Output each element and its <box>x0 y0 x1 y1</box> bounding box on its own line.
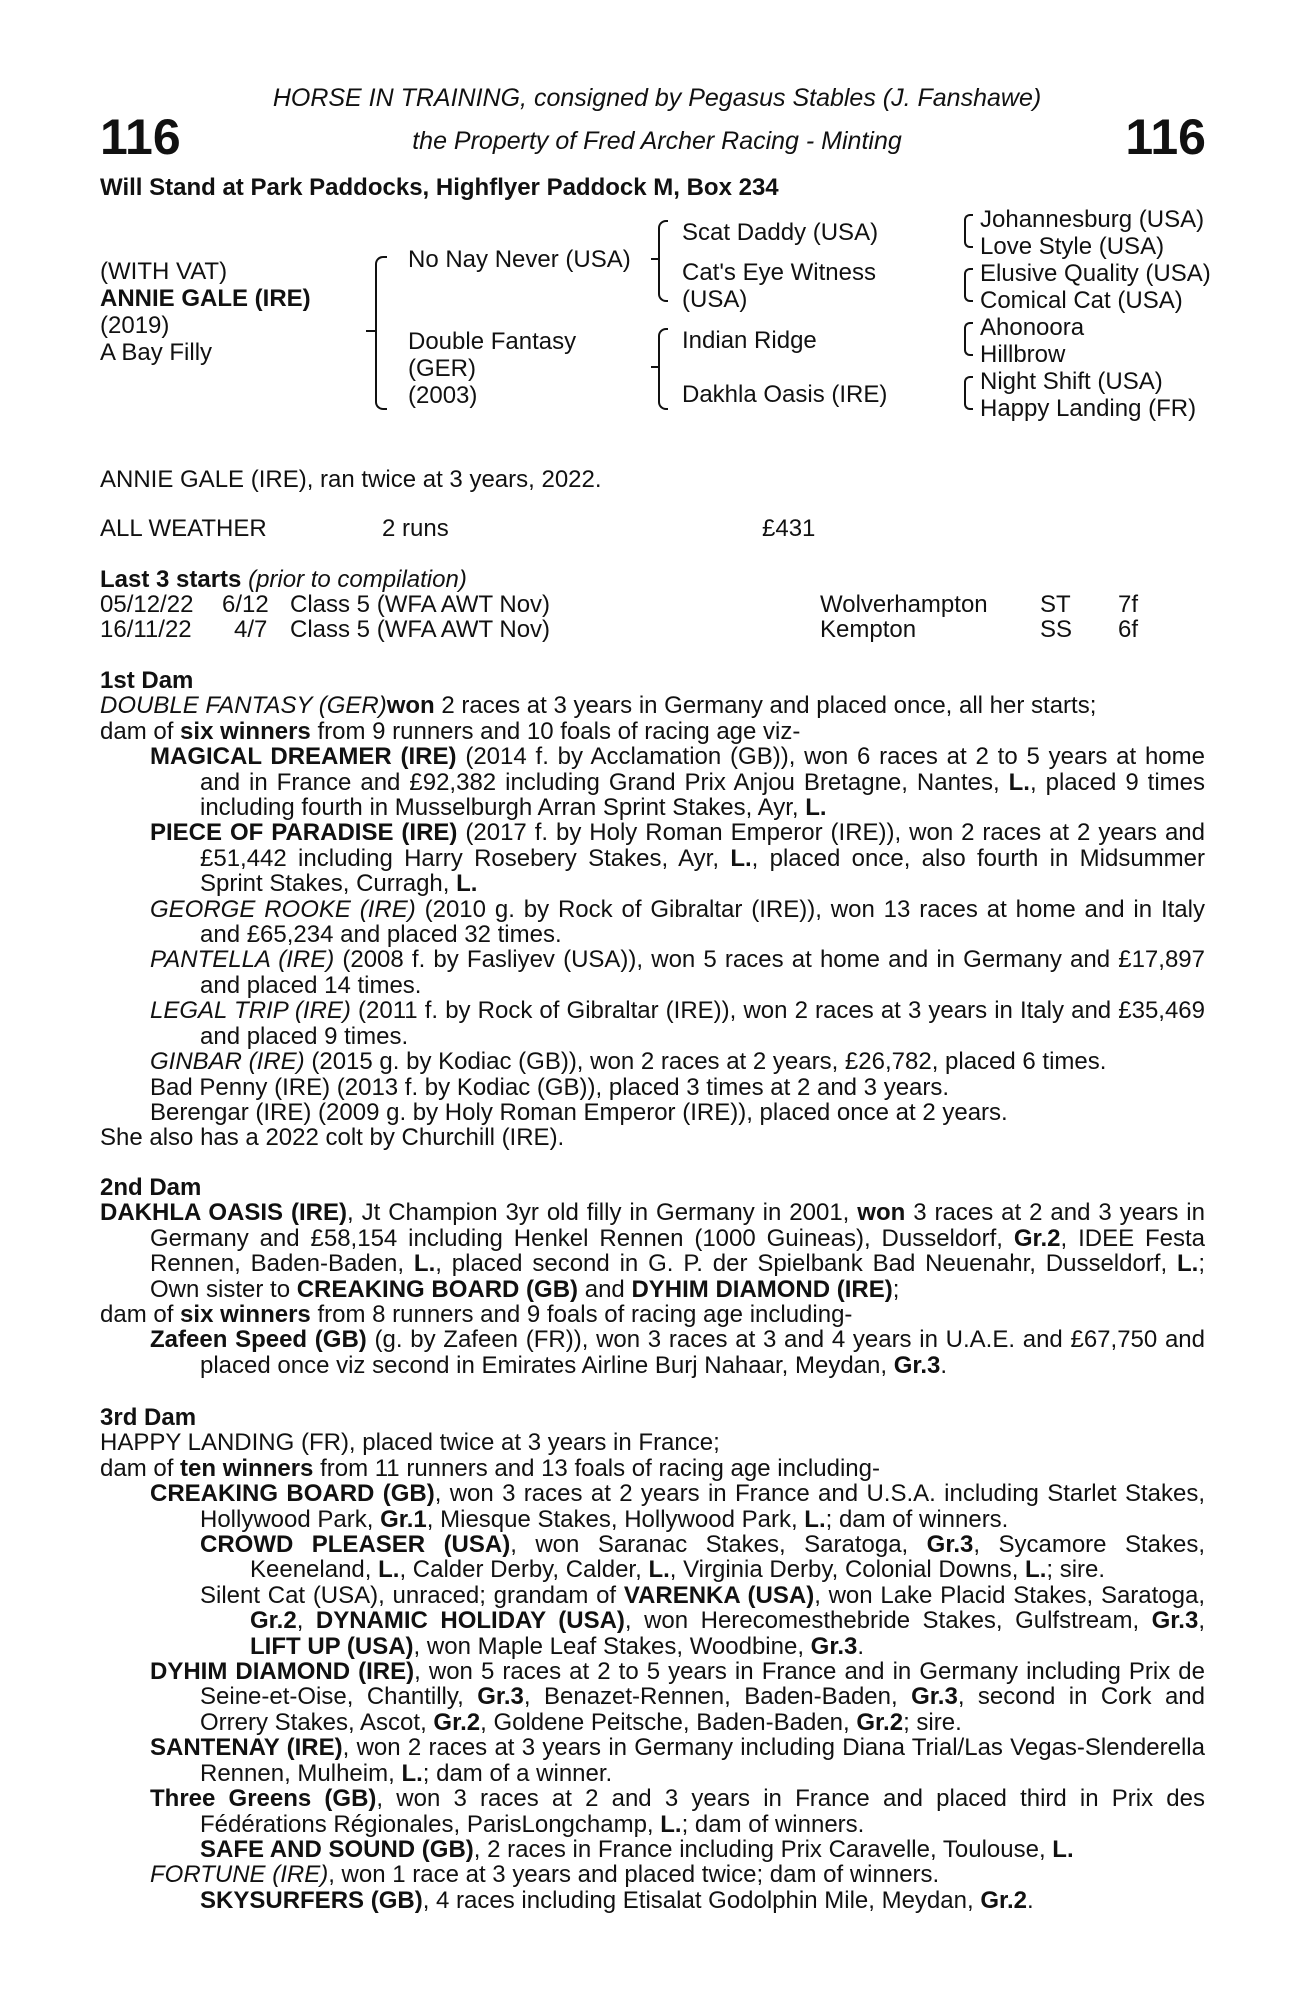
progeny-entry: CROWD PLEASER (USA), won Saranac Stakes, Saratoga, Gr.3, Sycamore Stakes, Keeneland, L., Calder Derby, Calder, L., Virginia Derby, Colonial Downs, L.; sire. <box>200 1531 1206 1584</box>
second-dam-produce: dam of six winners from 8 runners and 9 foals of racing age including- <box>100 1301 853 1329</box>
pedigree-brace-sire <box>658 220 668 302</box>
start-race: Class 5 (WFA AWT Nov) <box>290 591 551 618</box>
ped-sdd: Comical Cat (USA) <box>980 287 1183 314</box>
pedigree-brace-dam <box>658 328 668 410</box>
ped-dds: Night Shift (USA) <box>980 368 1163 395</box>
pedigree-brace-main-tip <box>366 330 376 332</box>
ped-sds: Elusive Quality (USA) <box>980 260 1211 287</box>
lot-number-left: 116 <box>100 109 181 165</box>
record-runs: 2 runs <box>382 515 449 542</box>
progeny-entry: GINBAR (IRE) (2015 g. by Kodiac (GB)), won 2 races at 2 years, £26,782, placed 6 times. <box>150 1048 1107 1076</box>
progeny-entry: Three Greens (GB), won 3 races at 2 and 3 years in France and placed third in Prix des Fédérations Régionales, ParisLongchamp, L.; dam of winners. <box>150 1785 1205 1838</box>
progeny-entry: SANTENAY (IRE), won 2 races at 3 years in Germany including Diana Trial/Las Vegas-Slenderella Rennen, Mulheim, L.; dam of a winner. <box>150 1734 1205 1787</box>
dam-name-block <box>408 328 576 409</box>
progeny-entry: Zafeen Speed (GB) (g. by Zafeen (FR)), won 3 races at 3 and 4 years in U.A.E. and £67,750 and placed once viz second in Emirates Airline Burj Nahaar, Meydan, Gr.3. <box>150 1326 1205 1379</box>
lot-number-right: 116 <box>1125 109 1206 165</box>
ped-dsd: Hillbrow <box>980 341 1066 368</box>
sire-dam <box>682 259 876 313</box>
pedigree-brace-dam-tip <box>651 366 659 368</box>
progeny-entry: SAFE AND SOUND (GB), 2 races in France including Prix Caravelle, Toulouse, L. <box>200 1835 1074 1863</box>
second-dam-section <box>100 1175 1205 1378</box>
dam-country: (GER) <box>408 355 476 382</box>
sire-sire: Scat Daddy (USA) <box>682 219 879 246</box>
progeny-entry: Silent Cat (USA), unraced; grandam of VARENKA (USA), won Lake Placid Stakes, Saratoga, Gr.2, DYNAMIC HOLIDAY (USA), won Herecomesthebride Stakes, Gulfstream, Gr.3, LIFT UP (USA), won Maple Leaf Stakes, Woodbine, Gr.3. <box>200 1581 1206 1660</box>
progeny-entry: CREAKING BOARD (GB), won 3 races at 2 years in France and U.S.A. including Starlet Stakes, Hollywood Park, Gr.1, Miesque Stakes, Hollywood Park, L.; dam of winners. <box>150 1480 1205 1533</box>
start-going: ST <box>1040 591 1071 618</box>
start-race: Class 5 (WFA AWT Nov) <box>290 616 551 643</box>
dam-sire: Indian Ridge <box>682 327 817 354</box>
progeny-entry: GEORGE ROOKE (IRE) (2010 g. by Rock of Gibraltar (IRE)), won 13 races at home and in Italy and £65,234 and placed 32 times. <box>150 895 1205 949</box>
horse-name: ANNIE GALE (IRE) <box>100 285 311 312</box>
record-prize: £431 <box>762 515 816 542</box>
pedigree-brace-sire-tip <box>651 258 659 260</box>
progeny-entry: MAGICAL DREAMER (IRE) (2014 f. by Acclamation (GB)), won 6 races at 2 to 5 years at home and in France and £92,382 including Grand Prix Anjou Bretagne, Nantes, L., placed 9 times including fourth in Musselburgh Arran Sprint Stakes, Ayr, L. <box>150 743 1205 822</box>
sire-dam-name: Cat's Eye Witness <box>682 259 876 286</box>
second-dam-title: 2nd Dam <box>100 1174 202 1201</box>
property-line: the Property of Fred Archer Racing - Minting <box>412 127 902 155</box>
progeny-entry: FORTUNE (IRE), won 1 race at 3 years and placed twice; dam of winners. <box>150 1861 940 1889</box>
second-dam-intro: DAKHLA OASIS (IRE), Jt Champion 3yr old filly in Germany in 2001, won 3 races at 2 and 3 years in Germany and £58,154 including Henkel Rennen (1000 Guineas), Dusseldorf, Gr.2, IDEE Festa Rennen, Baden-Baden, L., placed second in G. P. der Spielbank Bad Neuenahr, Dusseldorf, L.; Own sister to CREAKING BOARD (GB) and DYHIM DIAMOND (IRE); <box>100 1199 1206 1303</box>
racing-summary: ANNIE GALE (IRE), ran twice at 3 years, 2022. <box>100 466 602 493</box>
start-position: 4/7 <box>234 616 268 643</box>
sire-name: No Nay Never (USA) <box>408 246 631 273</box>
vat-note: (WITH VAT) <box>100 258 228 285</box>
record-surface: ALL WEATHER <box>100 515 267 542</box>
start-course: Kempton <box>820 616 917 643</box>
progeny-entry: SKYSURFERS (GB), 4 races including Etisalat Godolphin Mile, Meydan, Gr.2. <box>200 1886 1034 1914</box>
start-distance: 7f <box>1118 591 1139 618</box>
start-date: 05/12/22 <box>100 591 194 618</box>
start-position: 6/12 <box>222 591 269 618</box>
ped-sss: Johannesburg (USA) <box>980 206 1205 233</box>
horse-identity <box>100 258 311 366</box>
ped-dss: Ahonoora <box>980 314 1085 341</box>
sire-dam-country: (USA) <box>682 286 748 313</box>
consignor-line: HORSE IN TRAINING, consigned by Pegasus Stables (J. Fanshawe) <box>272 84 1042 112</box>
third-dam-section <box>100 1405 1205 1913</box>
last-starts-note: (prior to compilation) <box>248 566 467 593</box>
first-dam-section <box>100 668 1205 1151</box>
first-dam-produce: dam of six winners from 9 runners and 10 foals of racing age viz- <box>100 717 801 745</box>
first-dam-title: 1st Dam <box>100 667 194 694</box>
last-starts-title: Last 3 starts <box>100 566 242 593</box>
dam-year: (2003) <box>408 382 478 409</box>
ped-ddd: Happy Landing (FR) <box>980 395 1197 422</box>
first-dam-note: She also has a 2022 colt by Churchill (IRE). <box>100 1124 565 1152</box>
progeny-entry: Bad Penny (IRE) (2013 f. by Kodiac (GB)), placed 3 times at 2 and 3 years. <box>150 1073 950 1101</box>
pedigree-brace-main <box>375 256 387 410</box>
pedigree-brace-g2 <box>964 268 973 302</box>
pedigree-brace-g3 <box>964 322 973 356</box>
stand-location: Will Stand at Park Paddocks, Highflyer Paddock M, Box 234 <box>100 174 779 201</box>
horse-description: A Bay Filly <box>100 339 213 366</box>
last-starts-heading <box>100 566 467 594</box>
third-dam-title: 3rd Dam <box>100 1404 197 1431</box>
progeny-entry: DYHIM DIAMOND (IRE), won 5 races at 2 to 5 years in France and in Germany including Prix de Seine-et-Oise, Chantilly, Gr.3, Benazet-Rennen, Baden-Baden, Gr.3, second in Cork and Orrery Stakes, Ascot, Gr.2, Goldene Peitsche, Baden-Baden, Gr.2; sire. <box>150 1658 1205 1736</box>
pedigree-brace-g1 <box>964 214 973 248</box>
progeny-entry: PIECE OF PARADISE (IRE) (2017 f. by Holy Roman Emperor (IRE)), won 2 races at 2 years and £51,442 including Harry Rosebery Stakes, Ayr, L., placed once, also fourth in Midsummer Sprint Stakes, Curragh, L. <box>150 819 1206 898</box>
start-distance: 6f <box>1118 616 1139 643</box>
start-course: Wolverhampton <box>820 591 988 618</box>
dam-name: Double Fantasy <box>408 328 577 355</box>
dam-dam: Dakhla Oasis (IRE) <box>682 381 888 408</box>
progeny-entry: Berengar (IRE) (2009 g. by Holy Roman Emperor (IRE)), placed once at 2 years. <box>150 1098 1008 1126</box>
progeny-entry: PANTELLA (IRE) (2008 f. by Fasliyev (USA)), won 5 races at home and in Germany and £17,897 and placed 14 times. <box>150 946 1205 999</box>
third-dam-intro: HAPPY LANDING (FR), placed twice at 3 years in France; <box>100 1429 720 1457</box>
start-going: SS <box>1040 616 1073 643</box>
third-dam-produce: dam of ten winners from 11 runners and 13 foals of racing age including- <box>100 1454 880 1482</box>
progeny-entry: LEGAL TRIP (IRE) (2011 f. by Rock of Gibraltar (IRE)), won 2 races at 3 years in Italy and £35,469 and placed 9 times. <box>150 997 1205 1050</box>
start-date: 16/11/22 <box>100 616 192 643</box>
pedigree-brace-g4 <box>964 376 973 410</box>
ped-ssd: Love Style (USA) <box>980 233 1165 260</box>
first-dam-intro: DOUBLE FANTASY (GER)won 2 races at 3 years in Germany and placed once, all her starts; <box>100 692 1097 720</box>
horse-year: (2019) <box>100 312 170 339</box>
